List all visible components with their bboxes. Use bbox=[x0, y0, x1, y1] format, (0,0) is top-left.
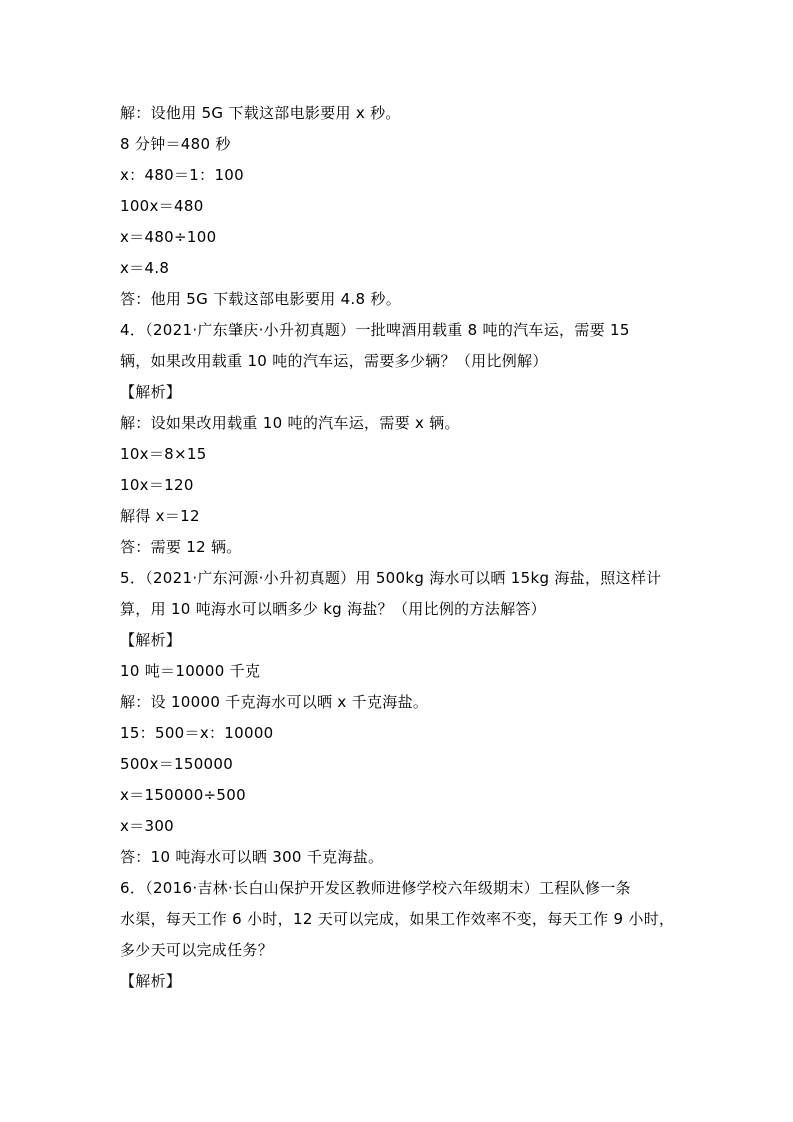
question-6-line-3: 多少天可以完成任务？ bbox=[120, 941, 274, 959]
text-line: 解得 x＝12 bbox=[120, 507, 200, 525]
text-line: 10x＝120 bbox=[120, 476, 194, 494]
question-4-line-1: 4．（2021·广东肇庆·小升初真题）一批啤酒用载重 8 吨的汽车运，需要 15 bbox=[120, 321, 630, 339]
text-line: 500x＝150000 bbox=[120, 755, 234, 773]
question-5-line-2: 算，用 10 吨海水可以晒多少 kg 海盐？（用比例的方法解答） bbox=[120, 600, 546, 618]
text-line: 答：他用 5G 下载这部电影要用 4.8 秒。 bbox=[120, 290, 401, 308]
question-4-line-2: 辆，如果改用载重 10 吨的汽车运，需要多少辆？（用比例解） bbox=[120, 352, 548, 370]
text-line: x：480＝1：100 bbox=[120, 166, 244, 184]
text-line: 答：10 吨海水可以晒 300 千克海盐。 bbox=[120, 848, 384, 866]
text-line: x＝4.8 bbox=[120, 259, 170, 277]
text-line: 8 分钟＝480 秒 bbox=[120, 135, 231, 153]
text-line: 解：设他用 5G 下载这部电影要用 x 秒。 bbox=[120, 104, 401, 122]
analysis-heading: 【解析】 bbox=[120, 972, 182, 990]
text-line: 答：需要 12 辆。 bbox=[120, 538, 242, 556]
text-line: x＝480÷100 bbox=[120, 228, 217, 246]
text-line: 10 吨＝10000 千克 bbox=[120, 662, 261, 680]
question-6-line-2: 水渠，每天工作 6 小时，12 天可以完成，如果工作效率不变，每天工作 9 小时， bbox=[120, 910, 675, 928]
text-line: 15：500＝x：10000 bbox=[120, 724, 274, 742]
text-line: 10x＝8×15 bbox=[120, 445, 207, 463]
text-line: 解：设 10000 千克海水可以晒 x 千克海盐。 bbox=[120, 693, 429, 711]
question-5-line-1: 5．（2021·广东河源·小升初真题）用 500kg 海水可以晒 15kg 海盐，照这样计 bbox=[120, 569, 662, 587]
analysis-heading: 【解析】 bbox=[120, 631, 182, 649]
text-line: 100x＝480 bbox=[120, 197, 204, 215]
text-line: 解：设如果改用载重 10 吨的汽车运，需要 x 辆。 bbox=[120, 414, 460, 432]
analysis-heading: 【解析】 bbox=[120, 383, 182, 401]
question-6-line-1: 6．（2016·吉林·长白山保护开发区教师进修学校六年级期末）工程队修一条 bbox=[120, 879, 631, 897]
text-line: x＝300 bbox=[120, 817, 175, 835]
text-line: x＝150000÷500 bbox=[120, 786, 246, 804]
